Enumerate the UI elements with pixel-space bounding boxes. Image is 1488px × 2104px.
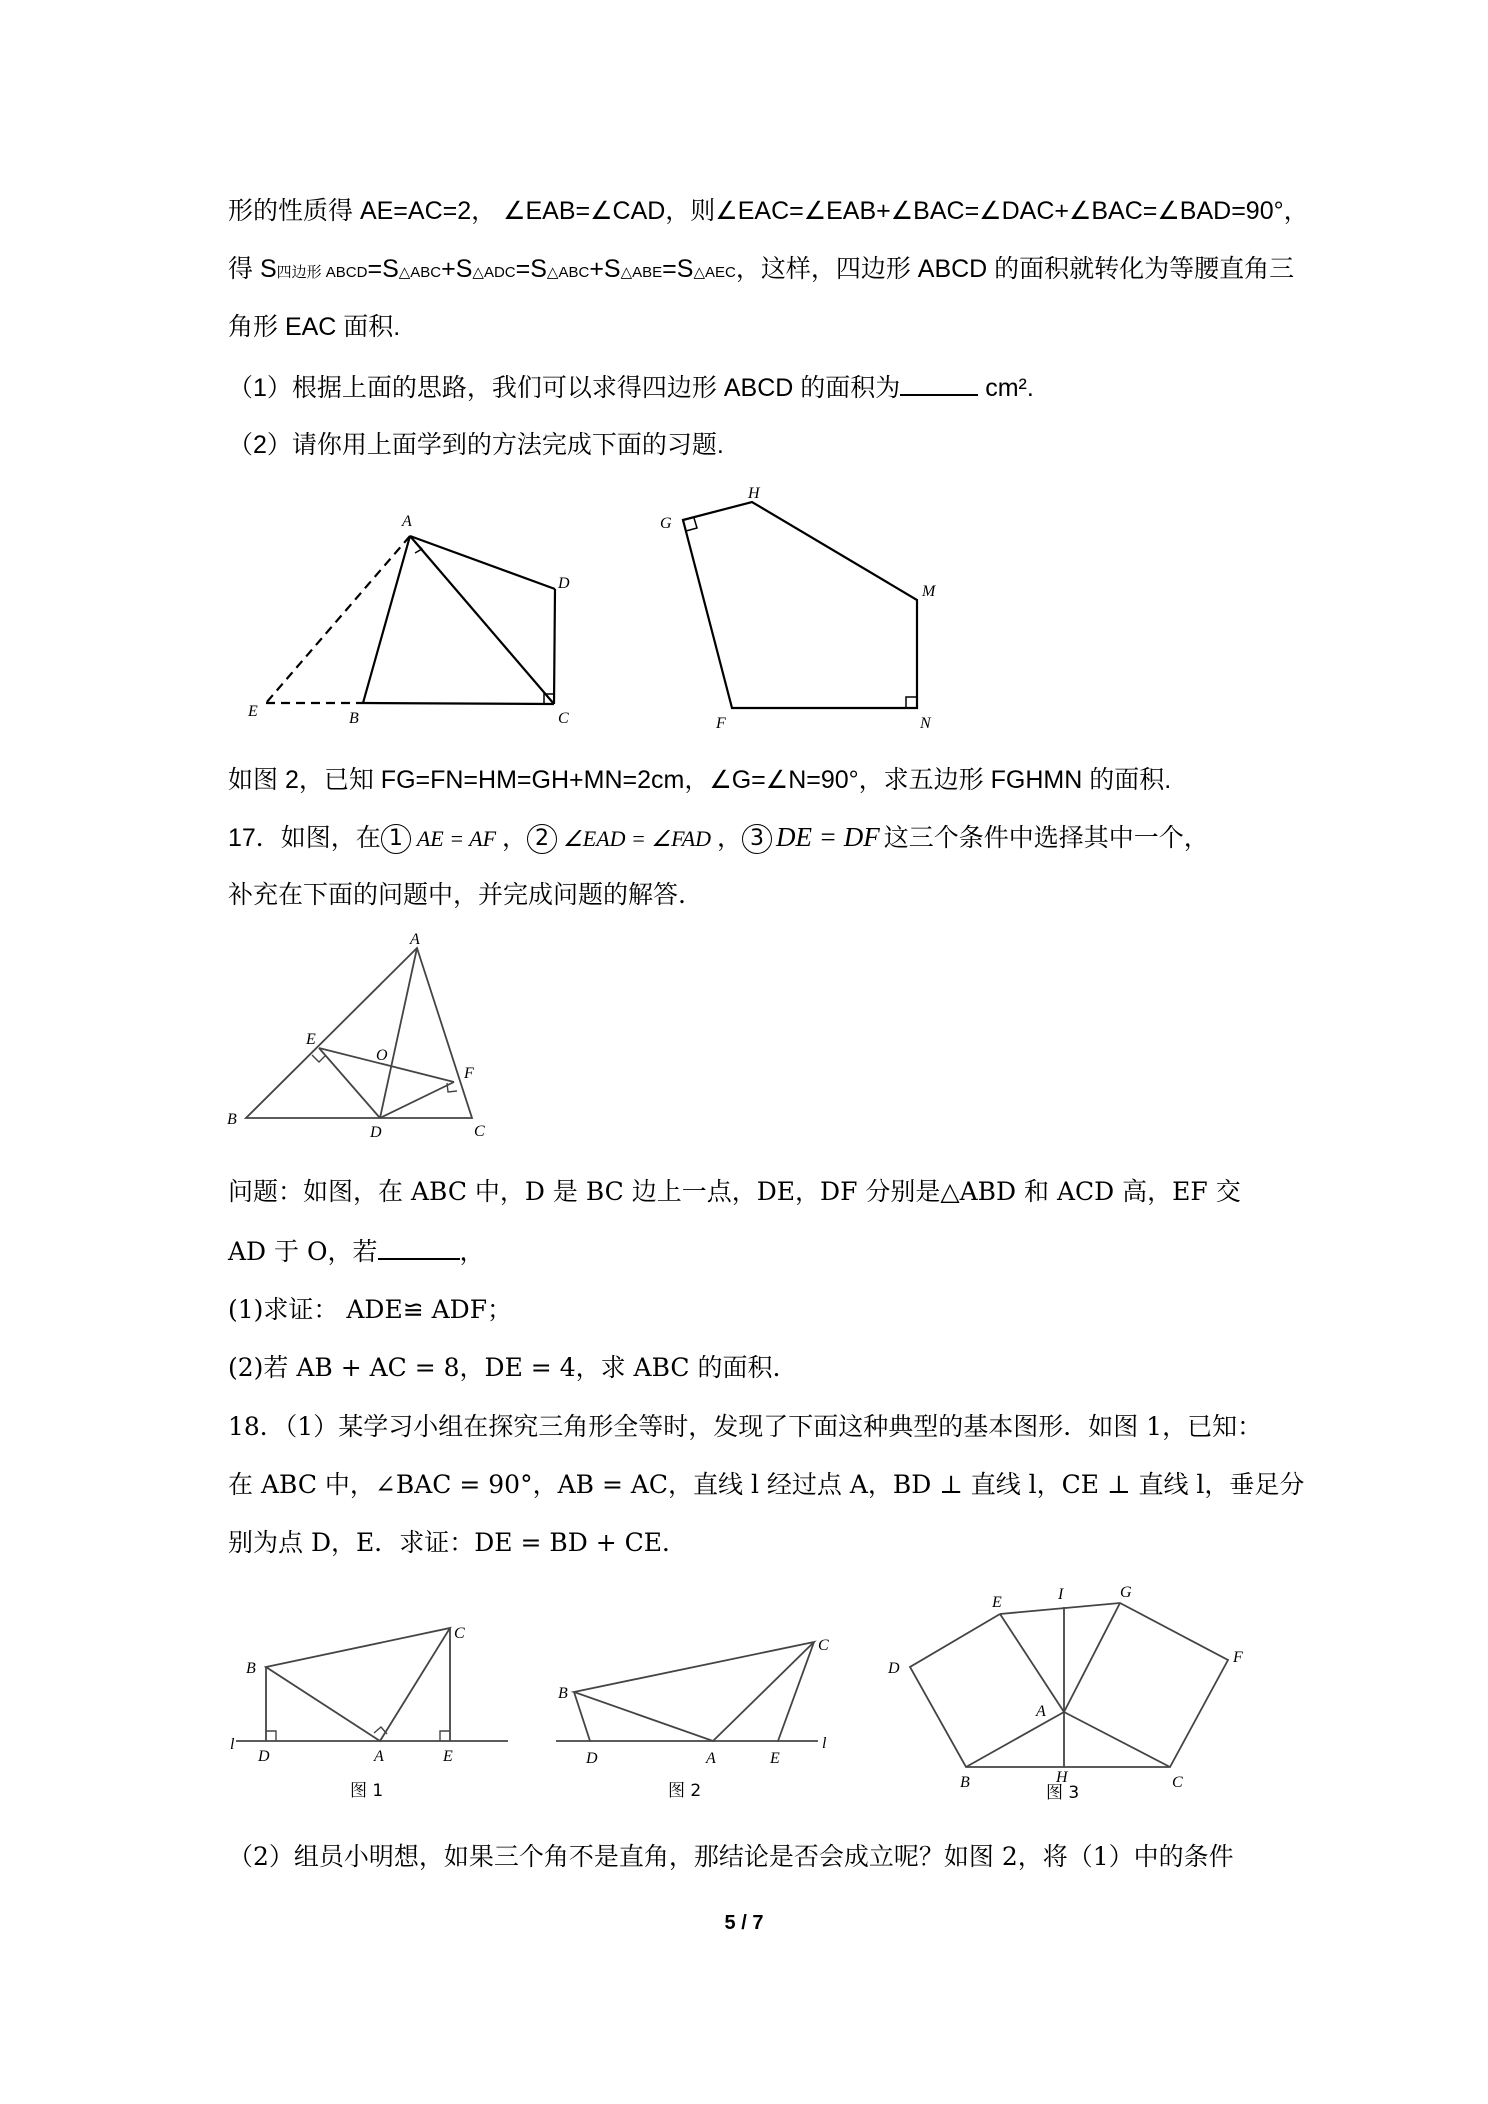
label-M: M — [922, 583, 936, 600]
label-B: B — [246, 1660, 256, 1677]
figure-1-caption: 图 1 — [350, 1781, 384, 1801]
label-C: C — [454, 1625, 465, 1642]
problem-18-part-2: （2）组员小明想，如果三个角不是直角，那结论是否会成立呢？如图 2，将（1）中的条件 — [228, 1842, 1234, 1871]
circled-number-3: 3 — [742, 824, 772, 854]
label-l: l — [822, 1735, 827, 1752]
label-B: B — [227, 1111, 237, 1128]
label-D: D — [370, 1124, 382, 1141]
label-C: C — [1172, 1774, 1183, 1791]
label-A: A — [1036, 1703, 1046, 1720]
label-D: D — [558, 575, 570, 592]
text-line: 角形 EAC 面积. — [228, 313, 401, 341]
text-seg: +S — [589, 255, 621, 283]
text-seg: （1）根据上面的思路，我们可以求得四边形 ABCD 的面积为 — [228, 374, 901, 402]
circled-number-1: 1 — [381, 824, 411, 854]
label-E: E — [992, 1594, 1002, 1611]
text-seg: AD 于 O，若 — [228, 1237, 378, 1266]
fig-3-lines — [910, 1603, 1228, 1767]
text-seg: ， — [459, 1237, 485, 1266]
label-C: C — [818, 1637, 829, 1654]
figure-2-problem: 如图 2，已知 FG=FN=HM=GH+MN=2cm，∠G=∠N=90°，求五边形 FGHMN 的面积. — [228, 766, 1172, 794]
label-F: F — [464, 1065, 474, 1082]
label-A: A — [402, 513, 412, 530]
text-seg: +S — [441, 255, 473, 283]
subscript: △ABC — [546, 264, 590, 281]
label-A: A — [410, 931, 420, 948]
label-C: C — [474, 1123, 485, 1140]
label-N: N — [920, 715, 931, 732]
problem-18-line-c: 别为点 D，E．求证：DE = BD + CE． — [228, 1528, 688, 1557]
text-line: 补充在下面的问题中，并完成问题的解答. — [228, 880, 686, 909]
label-G: G — [1120, 1584, 1132, 1601]
question-2: （2）请你用上面学到的方法完成下面的习题. — [228, 431, 724, 459]
text-seg: 这三个条件中选择其中一个， — [883, 824, 1209, 852]
problem-18-line-b: 在 ABC 中，∠BAC = 90°，AB = AC，直线 l 经过点 A，BD ⊥ 直线 l，CE ⊥ 直线 l，垂足分 — [228, 1470, 1305, 1499]
problem-17-part-1: (1)求证： ADE≌ ADF； — [228, 1295, 513, 1324]
label-O: O — [376, 1047, 388, 1064]
label-F: F — [716, 715, 726, 732]
subscript: △ABC — [398, 264, 442, 281]
label-D: D — [258, 1748, 270, 1765]
label-G: G — [660, 515, 672, 532]
problem-17-line: 17．如图，在 1 AE = AF ， 2 ∠EAD = ∠FAD ， 3 DE = DF 这三个条件中选择其中一个， — [228, 820, 1209, 856]
fig-1-lines — [236, 1628, 508, 1741]
text-seg: cm². — [978, 374, 1034, 402]
figure-3-caption: 图 3 — [1046, 1783, 1080, 1803]
label-B: B — [960, 1774, 970, 1791]
condition-3: DE = DF — [776, 822, 880, 852]
label-H: H — [1056, 1769, 1068, 1786]
label-B: B — [558, 1685, 568, 1702]
subscript: △ADC — [472, 264, 516, 281]
label-E: E — [770, 1750, 780, 1767]
label-E: E — [248, 703, 258, 720]
label-A: A — [374, 1748, 384, 1765]
label-A: A — [706, 1750, 716, 1767]
label-H: H — [748, 485, 760, 502]
figure-2-caption: 图 2 — [668, 1781, 702, 1801]
subscript: 四边形 ABCD — [276, 264, 368, 281]
text-seg: 得 S — [228, 255, 277, 283]
problem-17-question: 问题：如图，在 ABC 中，D 是 BC 边上一点，DE，DF 分别是△ABD 和 ACD 高，EF 交 — [228, 1177, 1241, 1206]
condition-2: ∠EAD = ∠FAD — [563, 826, 712, 851]
text-seg: =S — [662, 255, 694, 283]
label-E: E — [306, 1031, 316, 1048]
text-seg: =S — [515, 255, 547, 283]
condition-1: AE = AF — [416, 826, 497, 851]
fig-2-lines — [556, 1642, 818, 1741]
circled-number-2: 2 — [527, 824, 557, 854]
text-seg: =S — [367, 255, 399, 283]
label-D: D — [586, 1750, 598, 1767]
subscript: △ABE — [620, 264, 663, 281]
label-C: C — [558, 710, 569, 727]
text-line: 形的性质得 AE=AC=2， ∠EAB=∠CAD，则∠EAC=∠EAB+∠BAC=∠DAC+∠BAC=∠BAD=90°， — [228, 197, 1309, 225]
label-E: E — [443, 1748, 453, 1765]
problem-18-line-a: 18．（1）某学习小组在探究三角形全等时，发现了下面这种典型的基本图形．如图 1，已知： — [228, 1412, 1263, 1441]
text-seg: ，这样，四边形 ABCD 的面积就转化为等腰直角三 — [735, 255, 1295, 283]
subscript: △AEC — [693, 264, 736, 281]
label-D: D — [888, 1660, 900, 1677]
label-I: I — [1058, 1586, 1064, 1603]
problem-number: 17．如图，在 — [228, 824, 381, 852]
problem-17-part-2: (2)若 AB + AC = 8，DE = 4，求 ABC 的面积. — [228, 1353, 781, 1382]
label-l: l — [230, 1736, 235, 1753]
page-number: 5 / 7 — [724, 1912, 764, 1934]
label-F: F — [1233, 1649, 1243, 1666]
label-B: B — [349, 710, 359, 727]
